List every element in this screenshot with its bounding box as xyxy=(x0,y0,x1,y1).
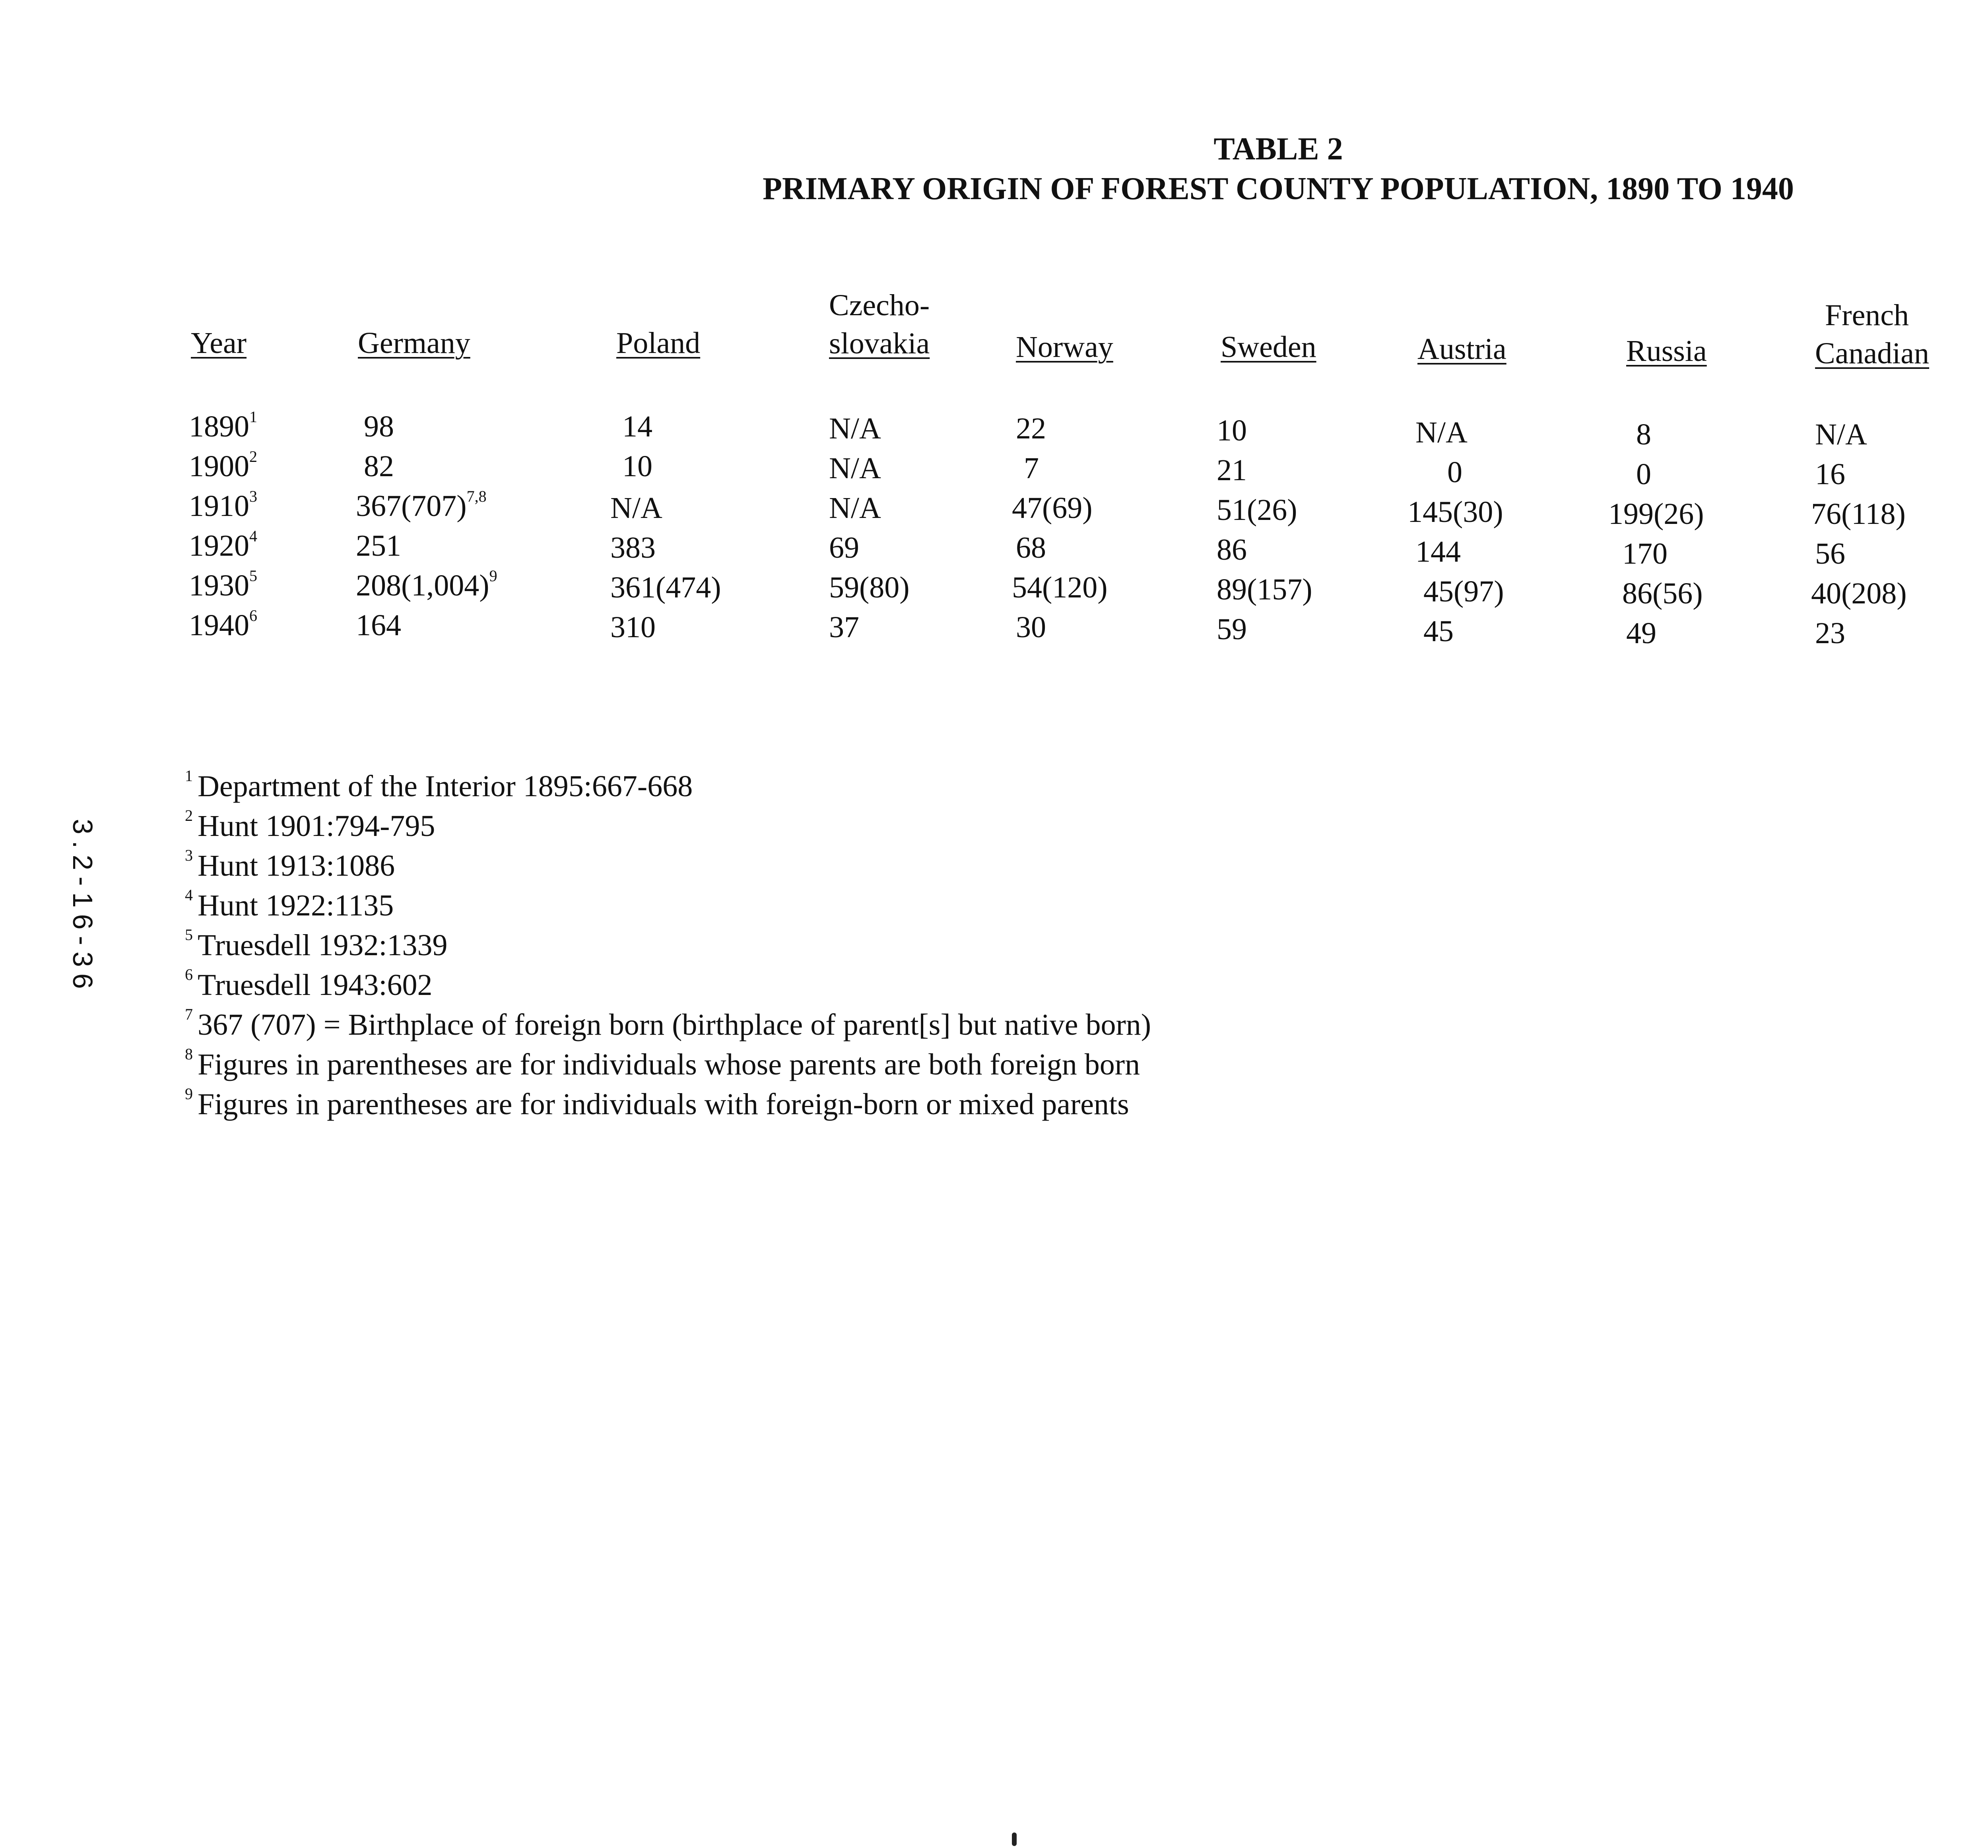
cell-austria: 145(30) xyxy=(1408,495,1503,529)
cell-poland: 310 xyxy=(610,611,656,644)
cell-year-note: 5 xyxy=(249,567,257,585)
cell-year: 1920 xyxy=(189,529,249,562)
footnote-text: Hunt 1901:794-795 xyxy=(198,809,435,843)
cell-russia: 170 xyxy=(1622,537,1668,570)
table-title: TABLE 2 xyxy=(1213,132,1343,167)
footnote-text: Department of the Interior 1895:667-668 xyxy=(198,770,693,803)
header-czechoslovakia xyxy=(829,286,930,363)
footnote-text: Truesdell 1932:1339 xyxy=(198,929,448,962)
cell-czechoslovakia: 69 xyxy=(829,531,859,564)
footnote xyxy=(185,926,448,962)
header-czechoslovakia-line1: Czecho- xyxy=(829,289,930,322)
cell-year: 1900 xyxy=(189,450,249,483)
cell-sweden: 51(26) xyxy=(1217,493,1297,527)
cell-poland: 14 xyxy=(622,410,652,443)
footnote-text: Hunt 1913:1086 xyxy=(198,849,395,882)
cell-year-note: 1 xyxy=(249,408,257,426)
header-french-canadian-line1: French xyxy=(1825,299,1909,332)
cell-austria: 45 xyxy=(1423,615,1454,648)
cell-year-note: 3 xyxy=(249,487,257,505)
cell-czechoslovakia: N/A xyxy=(829,412,881,445)
footnote-mark: 5 xyxy=(185,926,193,944)
cell-year: 1890 xyxy=(189,410,249,443)
cell-germany: 164 xyxy=(356,609,401,642)
cell-sweden: 89(157) xyxy=(1217,573,1312,606)
header-french-canadian xyxy=(1815,296,1929,372)
cell-czechoslovakia: 59(80) xyxy=(829,571,910,604)
footnote-text: Figures in parentheses are for individuals whose parents are both foreign born xyxy=(198,1048,1140,1081)
footnote xyxy=(185,1045,1140,1081)
footnote-text: Hunt 1922:1135 xyxy=(198,889,394,922)
cell-germany: 98 xyxy=(364,410,394,443)
cell-norway: 7 xyxy=(1024,452,1039,485)
cell-norway: 30 xyxy=(1016,611,1046,644)
cell-year-note: 2 xyxy=(249,448,257,465)
cell-austria: 144 xyxy=(1415,535,1461,568)
cell-norway: 47(69) xyxy=(1012,491,1093,525)
scan-speck xyxy=(1012,1832,1017,1846)
cell-poland: 10 xyxy=(622,450,652,483)
header-russia: Russia xyxy=(1626,334,1707,368)
cell-austria: 0 xyxy=(1447,456,1462,489)
footnote-text: Truesdell 1943:602 xyxy=(198,968,433,1002)
cell-czechoslovakia: 37 xyxy=(829,611,859,644)
cell-russia: 49 xyxy=(1626,617,1656,650)
cell-norway: 54(120) xyxy=(1012,571,1108,604)
cell-germany-note: 7,8 xyxy=(466,487,487,505)
cell-poland: N/A xyxy=(610,491,662,525)
header-norway: Norway xyxy=(1016,330,1113,364)
table-subtitle: PRIMARY ORIGIN OF FOREST COUNTY POPULATION, 1890 TO 1940 xyxy=(763,171,1794,206)
footnote-mark: 6 xyxy=(185,966,193,983)
cell-french-canadian: 56 xyxy=(1815,537,1845,570)
footnote xyxy=(185,807,435,843)
footnote xyxy=(185,966,433,1002)
footnote-text: Figures in parentheses are for individuals with foreign-born or mixed parents xyxy=(198,1088,1129,1121)
cell-french-canadian: N/A xyxy=(1815,418,1867,451)
cell-germany: 208(1,004) xyxy=(356,569,489,602)
footnote xyxy=(185,1085,1129,1121)
footnote-mark: 1 xyxy=(185,767,193,785)
footnote-mark: 7 xyxy=(185,1005,193,1023)
table-row xyxy=(189,448,257,483)
footnote xyxy=(185,886,394,922)
cell-year-note: 4 xyxy=(249,527,257,545)
header-czechoslovakia-line2: slovakia xyxy=(829,327,930,360)
table-row xyxy=(189,607,257,642)
cell-norway: 68 xyxy=(1016,531,1046,564)
header-austria: Austria xyxy=(1417,332,1507,366)
table-row xyxy=(189,527,257,562)
cell-norway: 22 xyxy=(1016,412,1046,445)
cell-germany: 82 xyxy=(364,450,394,483)
cell-sweden: 59 xyxy=(1217,613,1247,646)
margin-page-number: 3.2-16-36 xyxy=(67,819,98,995)
footnote-mark: 9 xyxy=(185,1085,193,1103)
header-year: Year xyxy=(191,326,247,360)
cell-austria: N/A xyxy=(1415,416,1468,449)
cell-sweden: 21 xyxy=(1217,454,1247,487)
cell-czechoslovakia: N/A xyxy=(829,491,881,525)
footnote-mark: 8 xyxy=(185,1045,193,1063)
footnote-text: 367 (707) = Birthplace of foreign born (birthplace of parent[s] but native born) xyxy=(198,1008,1151,1041)
cell-year-note: 6 xyxy=(249,607,257,624)
footnote-mark: 3 xyxy=(185,846,193,864)
cell-austria: 45(97) xyxy=(1423,575,1504,608)
footnote-mark: 2 xyxy=(185,807,193,824)
cell-french-canadian: 23 xyxy=(1815,617,1845,650)
footnote xyxy=(185,767,693,803)
cell-french-canadian: 76(118) xyxy=(1811,497,1906,531)
header-french-canadian-line2: Canadian xyxy=(1815,337,1930,370)
cell-year: 1910 xyxy=(189,489,249,523)
cell-germany-note: 9 xyxy=(489,567,497,585)
cell-germany: 367(707) xyxy=(356,489,467,523)
cell-russia: 199(26) xyxy=(1608,497,1704,531)
cell-russia: 8 xyxy=(1636,418,1651,451)
header-sweden: Sweden xyxy=(1221,330,1316,364)
footnote xyxy=(185,846,395,882)
cell-russia: 86(56) xyxy=(1622,577,1703,610)
cell-year: 1940 xyxy=(189,609,249,642)
cell-czechoslovakia: N/A xyxy=(829,452,881,485)
cell-poland: 383 xyxy=(610,531,656,564)
cell-french-canadian: 40(208) xyxy=(1811,577,1907,610)
cell-poland: 361(474) xyxy=(610,571,721,604)
header-germany: Germany xyxy=(358,326,470,360)
table-row xyxy=(189,408,257,443)
footnote-mark: 4 xyxy=(185,886,193,904)
cell-germany: 251 xyxy=(356,529,401,562)
cell-year: 1930 xyxy=(189,569,249,602)
table-row xyxy=(189,567,257,602)
header-poland: Poland xyxy=(616,326,701,360)
cell-sweden: 86 xyxy=(1217,533,1247,566)
cell-sweden: 10 xyxy=(1217,414,1247,447)
cell-french-canadian: 16 xyxy=(1815,458,1845,491)
table-row xyxy=(189,487,257,523)
cell-russia: 0 xyxy=(1636,458,1651,491)
footnote xyxy=(185,1005,1151,1041)
